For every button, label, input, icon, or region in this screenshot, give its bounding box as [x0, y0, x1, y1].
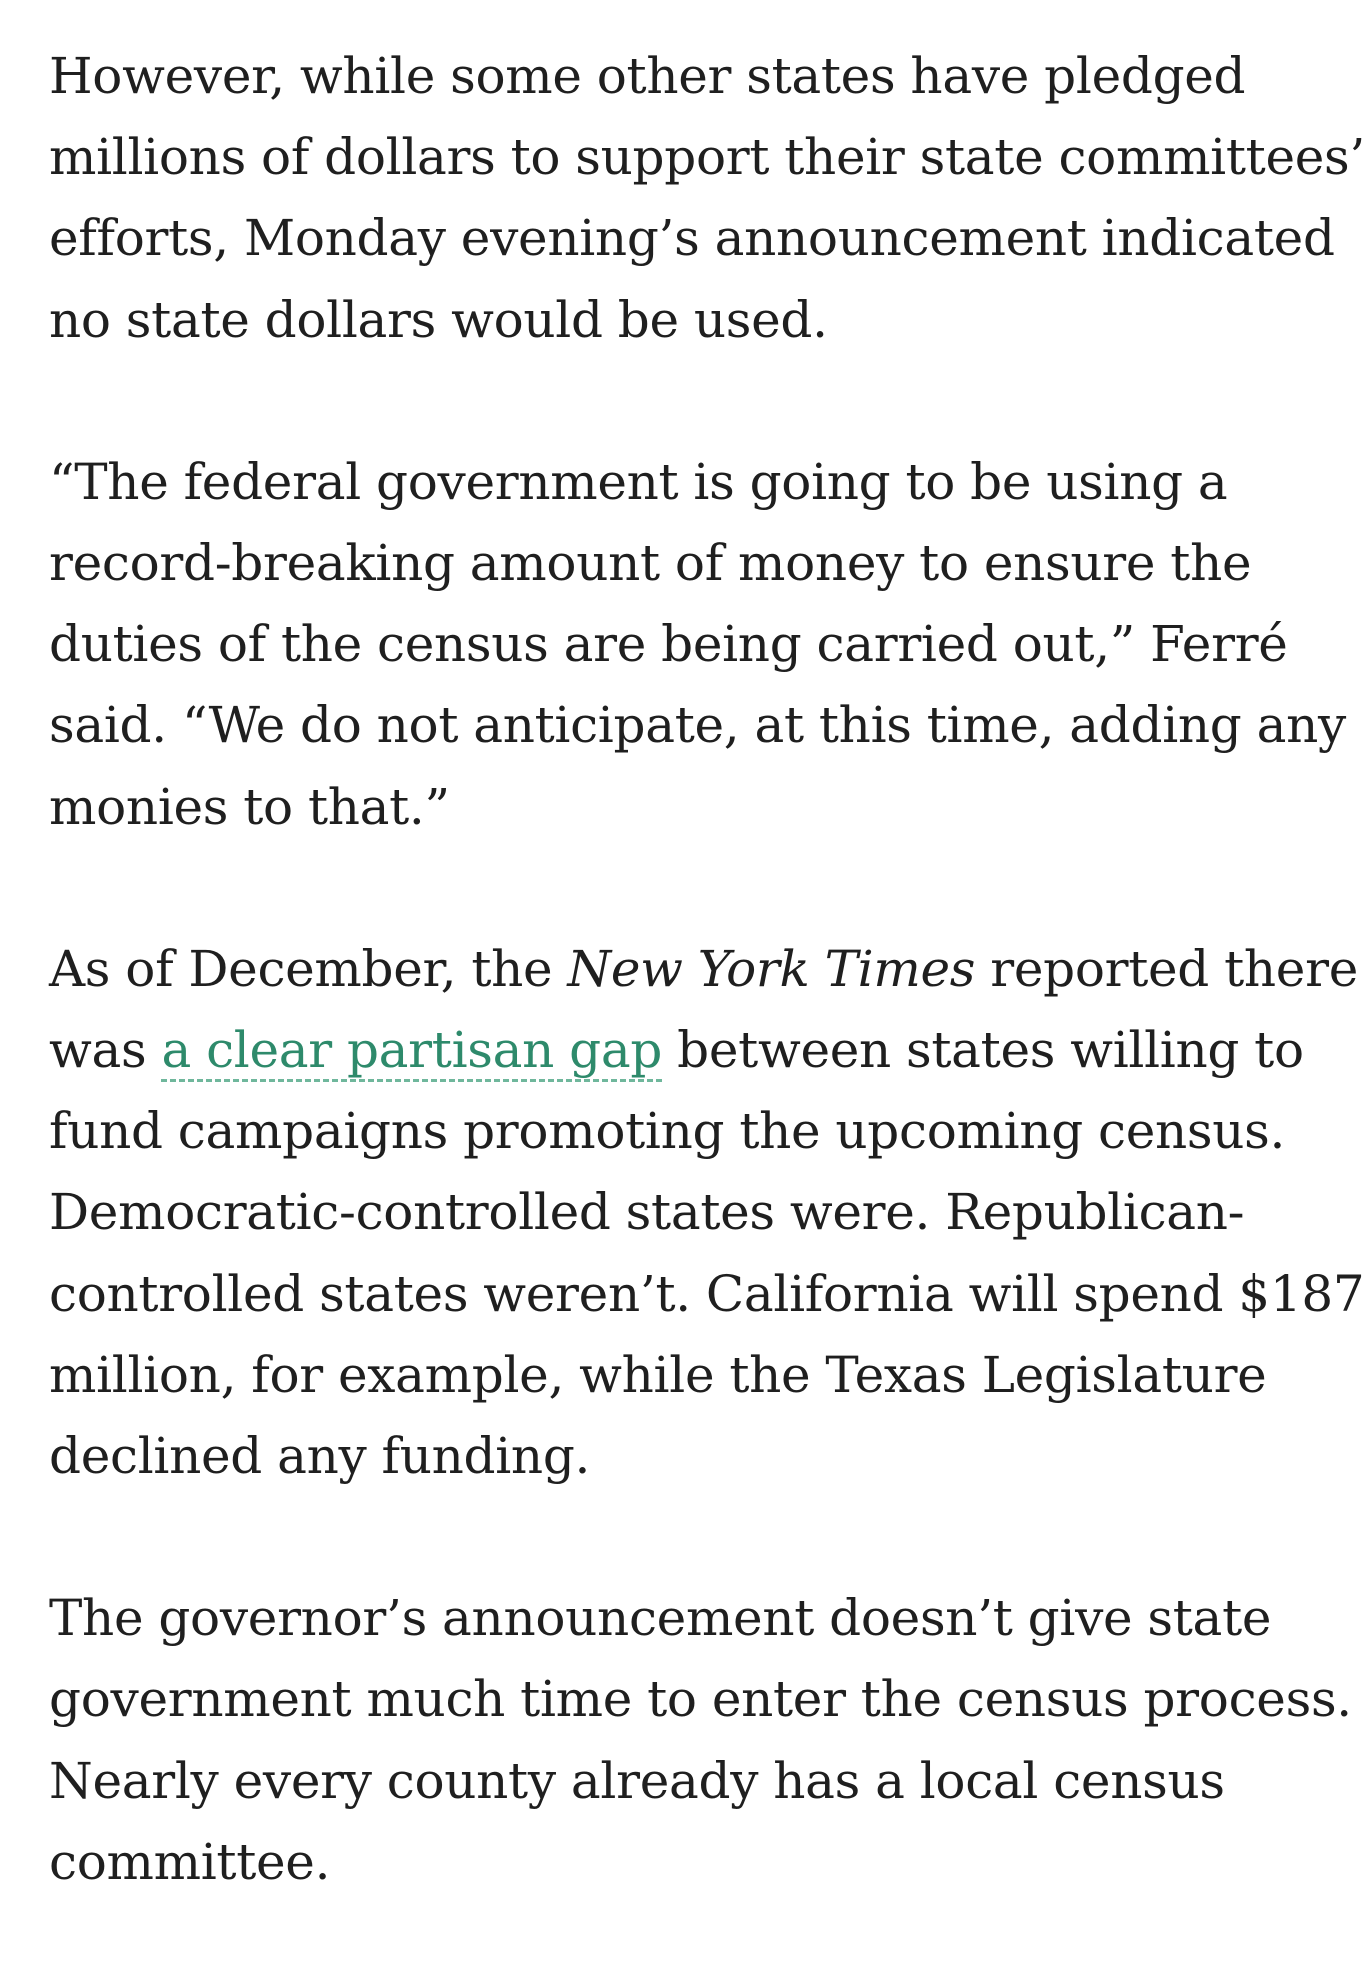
paragraph-2-line-3: duties of the census are being carried out,” Ferré	[49, 615, 1288, 674]
paragraph-1-line-1: However, while some other states have pledged	[49, 47, 1246, 105]
paragraph-2	[49, 442, 1346, 848]
paragraph-4-line-2: government much time to enter the census process.	[49, 1670, 1352, 1729]
paragraph-3-line-7: declined any funding.	[49, 1427, 591, 1486]
paragraph-4-line-1: The governor’s announcement doesn’t give state	[49, 1589, 1272, 1648]
paragraph-3-line-2-text-a: was	[49, 1021, 162, 1080]
paragraph-2-line-4: said. “We do not anticipate, at this time, adding any	[49, 696, 1346, 755]
paragraph-3-line-1-text-b: reported there	[975, 939, 1358, 998]
paragraph-3-line-2	[49, 1010, 1304, 1091]
paragraph-4-line-4: committee.	[49, 1832, 331, 1891]
paragraph-4-line-3: Nearly every county already has a local census	[49, 1751, 1225, 1810]
paragraph-3-line-1-text-a: As of December, the	[49, 939, 568, 998]
article-body	[49, 36, 1365, 1984]
paragraph-1-line-2: millions of dollars to support their state committees’	[49, 128, 1365, 187]
paragraph-3-line-6: million, for example, while the Texas Legislature	[49, 1345, 1267, 1404]
paragraph-3-line-2-text-b: between states willing to	[662, 1021, 1304, 1080]
paragraph-1-line-3: efforts, Monday evening’s announcement indicated	[49, 209, 1335, 268]
paragraph-2-line-2: record-breaking amount of money to ensure the	[49, 534, 1252, 593]
paragraph-2-line-5: monies to that.”	[49, 777, 450, 836]
paragraph-1-line-4: no state dollars would be used.	[49, 290, 828, 349]
paragraph-3-line-1	[49, 929, 1358, 1010]
partisan-gap-link[interactable]: a clear partisan gap	[161, 1021, 662, 1082]
paragraph-4	[49, 1578, 1352, 1903]
paragraph-3	[49, 929, 1365, 1497]
paragraph-1	[49, 36, 1365, 361]
publication-name: New York Times	[567, 939, 976, 998]
paragraph-3-line-5: controlled states weren’t. California will spend $187	[49, 1264, 1365, 1323]
paragraph-3-line-3: fund campaigns promoting the upcoming census.	[49, 1102, 1286, 1161]
paragraph-2-line-1: “The federal government is going to be using a	[49, 452, 1228, 511]
paragraph-3-line-4: Democratic-controlled states were. Republican-	[49, 1183, 1245, 1242]
